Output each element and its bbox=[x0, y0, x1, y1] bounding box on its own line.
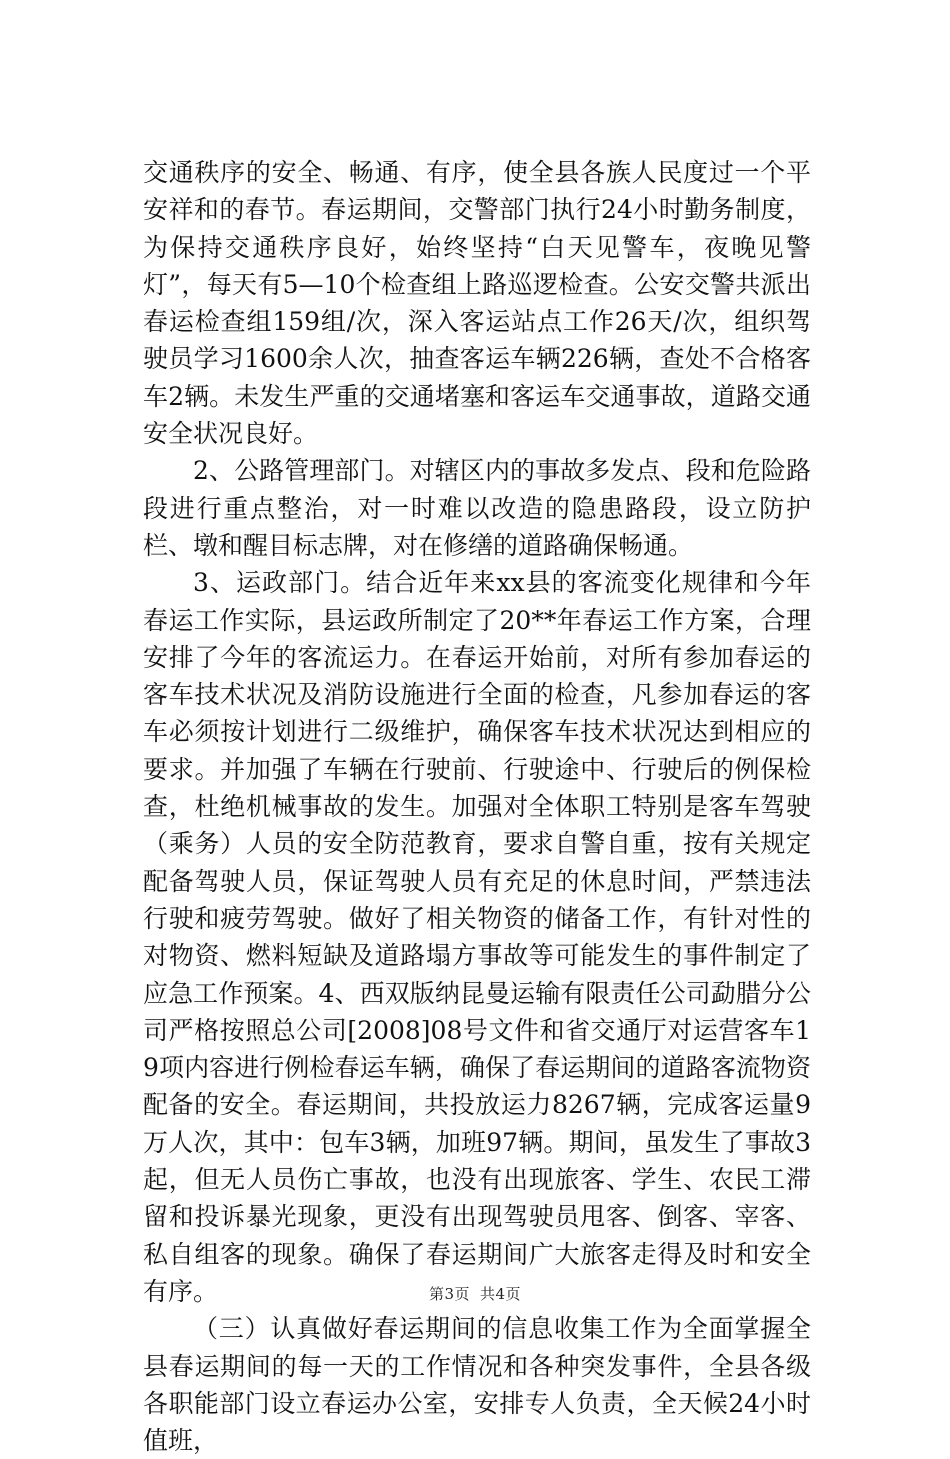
paragraph-transport-administration: 3、运政部门。结合近年来xx县的客流变化规律和今年春运工作实际，县运政所制定了20**年春运工作方案，合理安排了今年的客流运力。在春运开始前，对所有参加春运的客车技术状况及消防设施进行全面的检查，凡参加春运的客车必须按计划进行二级维护，确保客车技术状况达到相应的要求。并加强了车辆在行驶前、行驶途中、行驶后的例保检查，杜绝机械事故的发生。加强对全体职工特别是客车驾驶（乘务）人员的安全防范教育，要求自警自重，按有关规定配备驾驶人员，保证驾驶人员有充足的休息时间，严禁违法行驶和疲劳驾驶。做好了相关物资的储备工作，有针对性的对物资、燃料短缺及道路塌方事故等可能发生的事件制定了应急工作预案。4、西双版纳昆曼运输有限责任公司勐腊分公司严格按照总公司[2008]08号文件和省交通厅对运营客车19项内容进行例检春运车辆，确保了春运期间的道路客流物资配备的安全。春运期间，共投放运力8267辆，完成客运量9万人次，其中：包车3辆，加班97辆。期间，虽发生了事故3起，但无人员伤亡事故，也没有出现旅客、学生、农民工滞留和投诉暴光现象，更没有出现驾驶员甩客、倒客、宰客、私自组客的现象。确保了春运期间广大旅客走得及时和安全有序。 bbox=[143, 568, 811, 1306]
paragraph-information-collection: （三）认真做好春运期间的信息收集工作为全面掌握全县春运期间的每一天的工作情况和各种突发事件，全县各级各职能部门设立春运办公室，安排专人负责，全天候24小时值班， bbox=[143, 1314, 811, 1456]
document-body bbox=[143, 154, 811, 1459]
paragraph-traffic-police: 交通秩序的安全、畅通、有序，使全县各族人民度过一个平安祥和的春节。春运期间，交警部门执行24小时勤务制度，为保持交通秩序良好，始终坚持“白天见警车，夜晚见警灯”，每天有5—10个检查组上路巡逻检查。公安交警共派出春运检查组159组/次，深入客运站点工作26天/次，组织驾驶员学习1600余人次，抽查客运车辆226辆，查处不合格客车2辆。未发生严重的交通堵塞和客运车交通事故，道路交通安全状况良好。 bbox=[143, 158, 811, 449]
page-total: 共4页 bbox=[480, 1285, 522, 1303]
page-footer bbox=[0, 1283, 950, 1304]
page-number: 第3页 bbox=[428, 1285, 470, 1303]
paragraph-highway-management: 2、公路管理部门。对辖区内的事故多发点、段和危险路段进行重点整治，对一时难以改造的隐患路段，设立防护栏、墩和醒目标志牌，对在修缮的道路确保畅通。 bbox=[143, 456, 811, 560]
